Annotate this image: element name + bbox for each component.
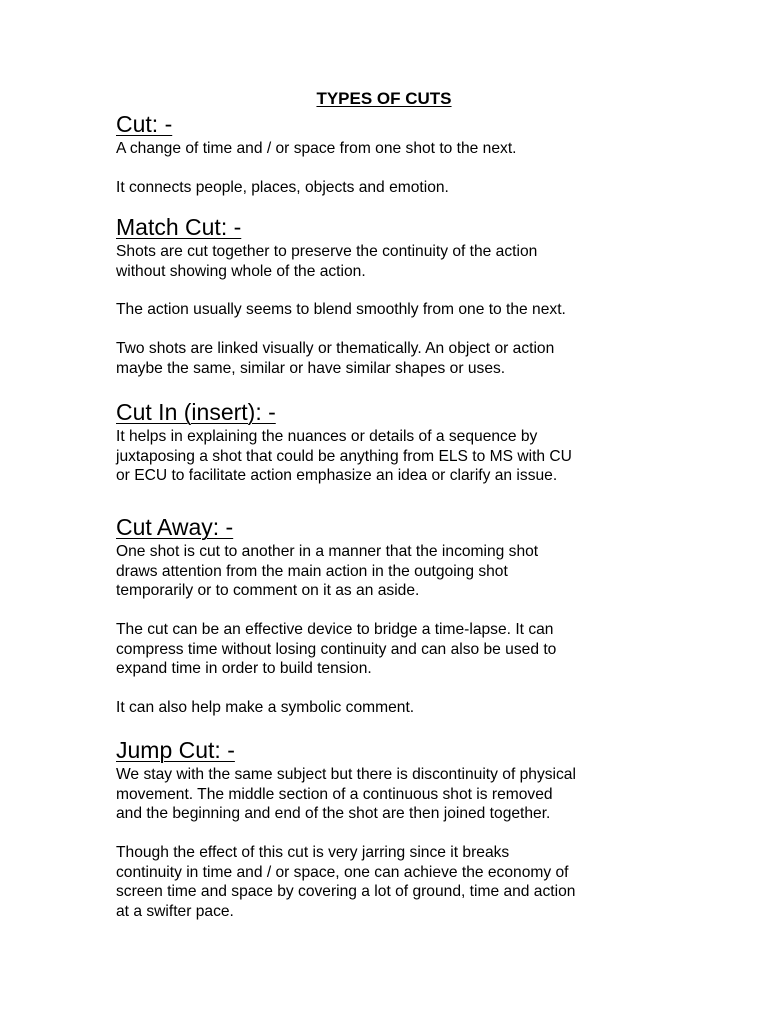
section-heading-cut: Cut: - (116, 111, 173, 137)
paragraph-match-cut-blend: The action usually seems to blend smoothly from one to the next. (116, 301, 566, 318)
paragraph-jump-cut-definition: We stay with the same subject but there is discontinuity of physical movement. The middle section of a continuous shot is removed and the beginning and end of the shot are then joined together. (116, 766, 576, 822)
paragraph-cut-connects: It connects people, places, objects and emotion. (116, 179, 449, 196)
paragraph-cut-away-definition: One shot is cut to another in a manner that the incoming shot draws attention from the main action in the outgoing shot temporarily or to comment on it as an aside. (116, 543, 539, 599)
paragraph-cut-away-symbolic: It can also help make a symbolic comment. (116, 699, 415, 716)
paragraph-cut-away-time-lapse: The cut can be an effective device to bridge a time-lapse. It can compress time without losing continuity and can also be used to expand time in order to build tension. (116, 621, 557, 677)
paragraph-match-cut-definition: Shots are cut together to preserve the continuity of the action without showing whole of the action. (116, 243, 538, 280)
section-heading-jump-cut: Jump Cut: - (116, 737, 235, 763)
paragraph-match-cut-linked: Two shots are linked visually or thematically. An object or action maybe the same, similar or have similar shapes or uses. (116, 340, 555, 377)
section-heading-cut-away: Cut Away: - (116, 514, 234, 540)
document-title: TYPES OF CUTS (316, 89, 452, 108)
section-heading-cut-in: Cut In (insert): - (116, 399, 276, 425)
paragraph-cut-definition: A change of time and / or space from one shot to the next. (116, 140, 517, 157)
paragraph-cut-in-definition: It helps in explaining the nuances or details of a sequence by juxtaposing a shot that could be anything from ELS to MS with CU or ECU to facilitate action emphasize an idea or clarify an issue. (116, 428, 572, 484)
section-heading-match-cut: Match Cut: - (116, 214, 242, 240)
paragraph-jump-cut-effect: Though the effect of this cut is very jarring since it breaks continuity in time and / or space, one can achieve the economy of screen time and space by covering a lot of ground, time and action at a swifter pace. (116, 844, 576, 920)
